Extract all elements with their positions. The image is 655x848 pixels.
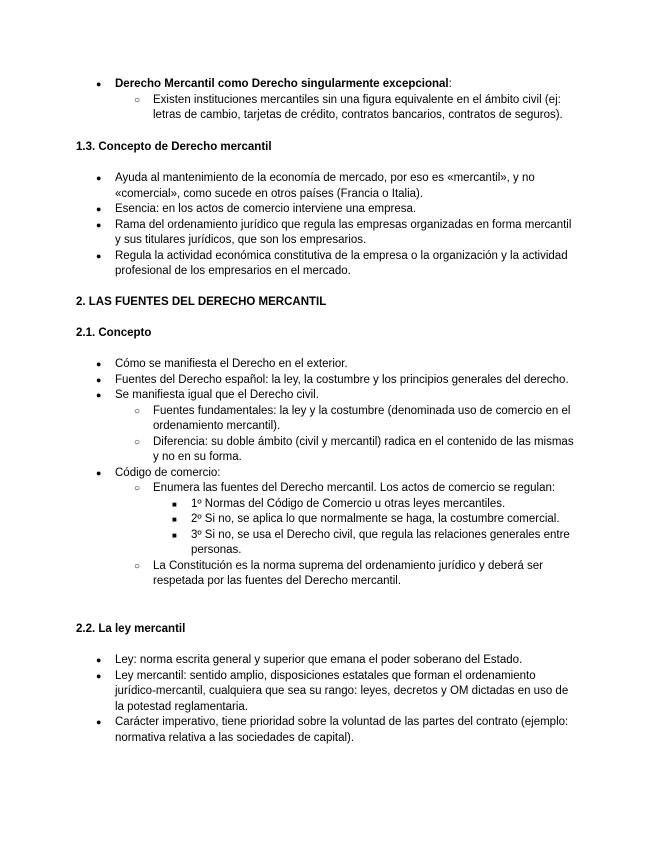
bullet-marker: ● xyxy=(96,79,102,89)
circle-marker: ○ xyxy=(134,436,141,448)
bullet-marker: ● xyxy=(96,655,102,665)
bullet-marker: ● xyxy=(96,670,102,681)
bullet-marker: ● xyxy=(96,204,102,214)
bullet-marker: ● xyxy=(96,173,102,183)
square-marker: ■ xyxy=(172,515,177,524)
item-text: Enumera las fuentes del Derecho mercantil. Los actos de comercio se regulan: xyxy=(153,482,556,494)
item-text: Esencia: en los actos de comercio interviene una empresa. xyxy=(115,203,417,215)
sub-sub-list-item xyxy=(0,512,575,528)
circle-marker: ○ xyxy=(134,94,141,106)
item-text: Código de comercio: xyxy=(115,466,221,479)
item-text: 1º Normas del Código de Comercio u otras leyes mercantiles. xyxy=(191,497,506,510)
heading-2-2: 2.2. La ley mercantil xyxy=(76,623,186,635)
item-text: Diferencia: su doble ámbito (civil y mercantil) radica en el contenido de las mismas y no en su forma. xyxy=(153,435,574,463)
list-item xyxy=(0,77,575,93)
list-item xyxy=(0,388,575,404)
bullet-marker: ● xyxy=(96,250,102,261)
list-item xyxy=(0,202,575,218)
circle-marker: ○ xyxy=(134,405,141,417)
list-2-2 xyxy=(0,653,655,746)
list-item xyxy=(0,669,575,716)
item-text: Ley mercantil: sentido amplio, disposiciones estatales que forman el ordenamiento jurídico-mercantil, cualquiera que sea su rango: leyes, decretos y OM dictadas en uso de la potestad reglamentaria. xyxy=(115,669,569,713)
item-text: Fuentes fundamentales: la ley y la costumbre (denominada uso de comercio en el ordenamiento mercantil). xyxy=(153,404,571,432)
heading-1-3: 1.3. Concepto de Derecho mercantil xyxy=(76,141,272,153)
bullet-marker: ● xyxy=(96,467,102,478)
item-text: Regula la actividad económica constitutiva de la empresa o la organización y la actividad profesional de los empresarios en el mercado. xyxy=(115,249,568,277)
heading-2-1: 2.1. Concepto xyxy=(76,327,152,339)
list-item xyxy=(0,249,575,280)
item-text: 3º Si no, se usa el Derecho civil, que regula las relaciones generales entre personas. xyxy=(191,528,570,556)
item-text: Se manifiesta igual que el Derecho civil. xyxy=(115,389,319,401)
list-item xyxy=(0,466,575,482)
sub-list-item xyxy=(0,435,575,466)
item-bold-text: Derecho Mercantil como Derecho singularmente excepcional xyxy=(115,78,449,90)
circle-marker: ○ xyxy=(134,560,141,572)
sub-sub-list-item xyxy=(0,528,575,559)
item-text: Carácter imperativo, tiene prioridad sobre la voluntad de las partes del contrato (ejemplo: normativa relativa a las sociedades de capital). xyxy=(115,716,569,744)
item-text: Ayuda al mantenimiento de la economía de mercado, por eso es «mercantil», y no «comercial», como sucede en otros países (Francia o Italia). xyxy=(115,172,535,200)
intro-list xyxy=(0,77,655,124)
list-item xyxy=(0,171,575,202)
sub-list-item xyxy=(0,93,575,124)
bullet-marker: ● xyxy=(96,390,102,400)
list-2-1 xyxy=(0,357,655,590)
list-item xyxy=(0,653,575,669)
list-1-3 xyxy=(0,171,655,280)
item-text: La Constitución es la norma suprema del ordenamiento jurídico y deberá ser respetada por las fuentes del Derecho mercantil. xyxy=(153,559,543,587)
sub-sub-list-item xyxy=(0,497,575,513)
bullet-marker: ● xyxy=(96,374,102,385)
circle-marker: ○ xyxy=(134,483,141,494)
item-text: Existen instituciones mercantiles sin una figura equivalente en el ámbito civil (ej: letras de cambio, tarjetas de crédito, contratos bancarios, contratos de seguros). xyxy=(153,93,563,121)
list-item xyxy=(0,357,575,373)
bullet-marker: ● xyxy=(96,219,102,230)
item-suffix: : xyxy=(448,78,452,90)
square-marker: ■ xyxy=(172,530,177,540)
sub-list-item xyxy=(0,559,575,590)
heading-2: 2. LAS FUENTES DEL DERECHO MERCANTIL xyxy=(76,296,327,308)
sub-list-item xyxy=(0,481,575,497)
sub-list-item xyxy=(0,404,575,435)
item-text: Cómo se manifiesta el Derecho en el exterior. xyxy=(115,358,348,370)
square-marker: ■ xyxy=(172,499,177,509)
item-text: Fuentes del Derecho español: la ley, la costumbre y los principios generales del derecho. xyxy=(115,373,569,386)
list-item xyxy=(0,218,575,249)
list-item xyxy=(0,715,575,746)
item-text: Rama del ordenamiento jurídico que regula las empresas organizadas en forma mercantil y sus titulares jurídicos, que son los empresarios. xyxy=(115,218,572,246)
item-text: Ley: norma escrita general y superior que emana el poder soberano del Estado. xyxy=(115,654,523,666)
list-item xyxy=(0,373,575,389)
bullet-marker: ● xyxy=(96,359,102,369)
bullet-marker: ● xyxy=(96,717,102,727)
item-text: 2º Si no, se aplica lo que normalmente se haga, la costumbre comercial. xyxy=(191,513,560,525)
